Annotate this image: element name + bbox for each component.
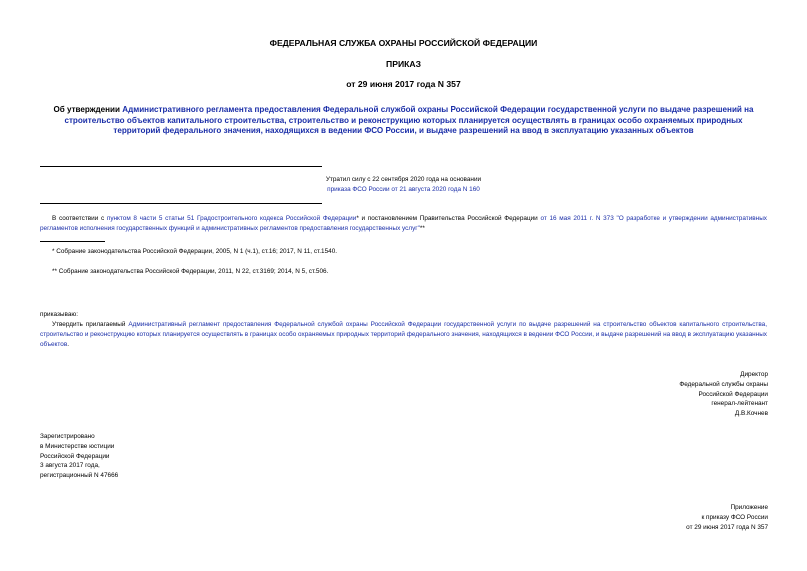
signature-block (679, 370, 768, 419)
appendix-line-2: к приказу ФСО России (701, 513, 768, 521)
signature-title: Директор (740, 371, 768, 378)
order-approve-start: Утвердить прилагаемый (52, 321, 129, 328)
order-verb: приказываю: (40, 311, 78, 318)
signature-name: Д.В.Кочнев (734, 410, 768, 418)
registration-line-1: Зарегистрировано (40, 433, 95, 440)
preamble-end: ** (419, 224, 425, 232)
registration-line-4: 3 августа 2017 года, (40, 462, 100, 470)
registration-line-3: Российской Федерации (40, 452, 110, 460)
divider-status (40, 203, 322, 204)
signature-country: Российской Федерации (698, 390, 768, 398)
preamble-start: В соответствии с (52, 215, 107, 222)
order-paragraph (40, 320, 767, 349)
preamble-paragraph (40, 214, 767, 234)
footnote-2: ** Собрание законодательства Российской Федерации, 2011, N 22, ст.3169; 2014, N 5, ст.506. (52, 268, 329, 275)
doc-date-number: от 29 июня 2017 года N 357 (346, 79, 461, 89)
status-line: Утратил силу с 22 сентября 2020 года на основании (325, 176, 482, 183)
appendix-line-3: от 29 июня 2017 года N 357 (686, 523, 768, 531)
title-prefix: Об утверждении (53, 105, 123, 114)
registration-line-2: в Министерстве юстиции (40, 442, 115, 450)
status-repeal-link[interactable]: приказа ФСО России от 21 августа 2020 года N 160 (327, 186, 480, 193)
appendix-line-1: Приложение (730, 504, 768, 511)
document-title (40, 105, 767, 137)
divider-top (40, 166, 322, 167)
preamble-mid: * и постановлением Правительства Российской Федерации (356, 215, 541, 222)
appendix-block (686, 503, 768, 532)
order-approve-end: . (67, 340, 70, 348)
registration-block (40, 432, 118, 481)
doc-type-heading: ПРИКАЗ (386, 59, 421, 69)
preamble-resolution-link[interactable]: от 16 мая 2011 г. N 373 "О разработке и утверждении административных регламентов исполнения государственных функций и административных регламентов предоставления государственных услуг" (40, 215, 767, 232)
footnote-1: * Собрание законодательства Российской Федерации, 2005, N 1 (ч.1), ст.16; 2017, N 11, ст.1540. (52, 248, 338, 255)
registration-line-5: регистрационный N 47666 (40, 472, 119, 480)
signature-org: Федеральной службы охраны (679, 380, 768, 388)
agency-heading: ФЕДЕРАЛЬНАЯ СЛУЖБА ОХРАНЫ РОССИЙСКОЙ ФЕДЕРАЦИИ (269, 38, 538, 48)
title-regulation-link[interactable]: Административного регламента предоставления Федеральной службой охраны Российской Федерации государственной услуги по выдаче разрешений на строительство объектов капитального строительства, строительство и реконструкцию которых планируется осуществлять в границах особо охраняемых природных территорий федерального значения, находящихся в ведении ФСО России, и выдаче разрешений на ввод в эксплуатацию указанных объектов (64, 105, 754, 136)
footnote-divider (40, 241, 105, 242)
order-regulation-link[interactable]: Административный регламент предоставления Федеральной службой охраны Российской Федерации государственной услуги по выдаче разрешений на строительство объектов капитального строительства, строительство и реконструкцию которых планируется осуществлять в границах особо охраняемых природных территорий федерального значения, находящихся в ведении ФСО России, и выдаче разрешений на ввод в эксплуатацию указанных объектов (40, 321, 767, 348)
signature-rank: генерал-лейтенант (711, 400, 768, 408)
preamble-code-link[interactable]: пунктом 8 части 5 статьи 51 Градостроительного кодекса Российской Федерации (106, 215, 357, 222)
